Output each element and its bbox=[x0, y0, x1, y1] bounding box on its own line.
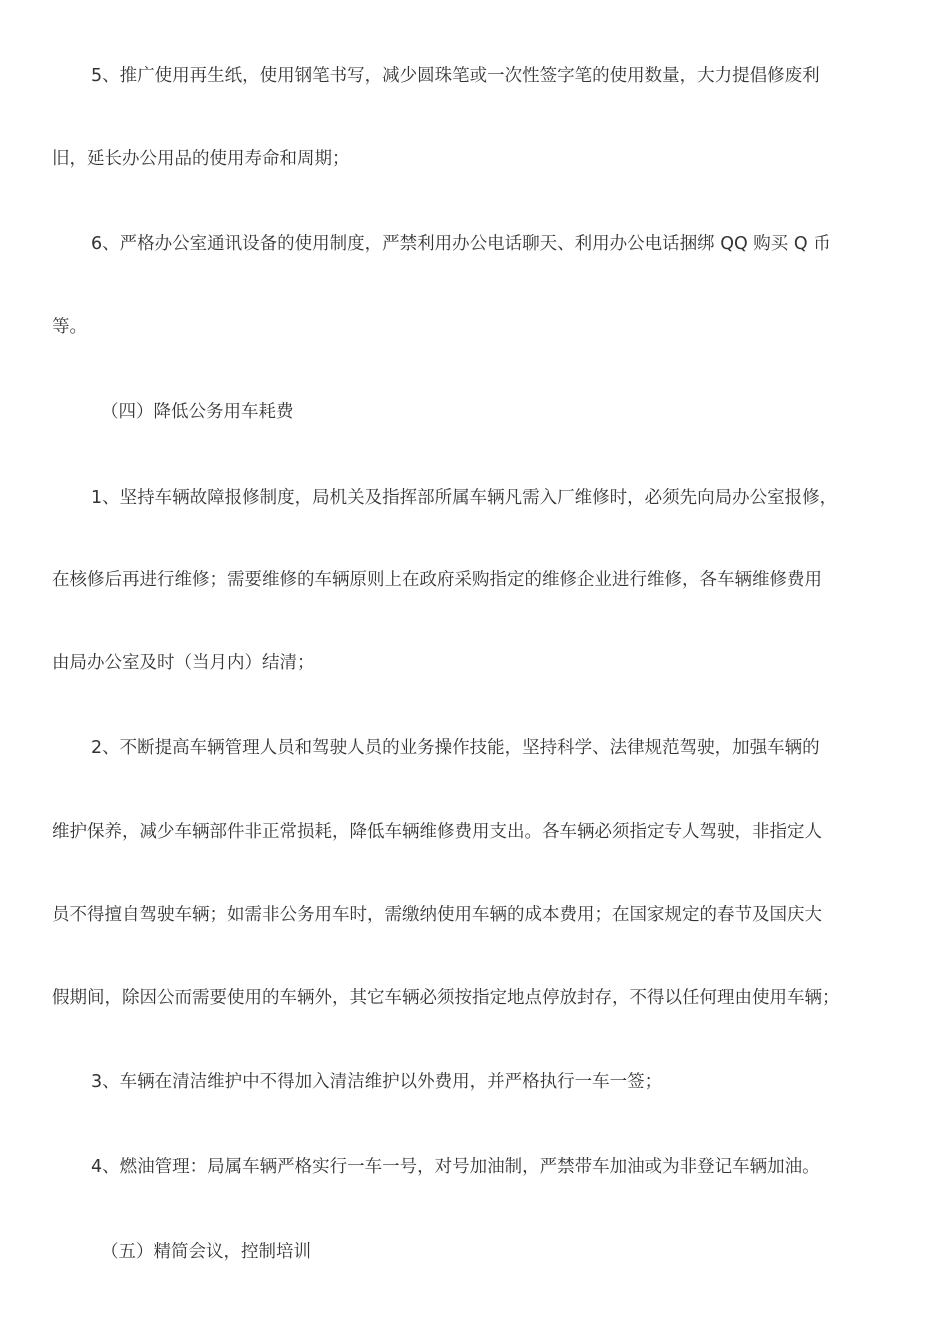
paragraph-6-line-2: 等。 bbox=[52, 317, 87, 337]
item-4-line-1: 4、燃油管理：局属车辆严格实行一车一号，对号加油制，严禁带车加油或为非登记车辆加油。 bbox=[91, 1157, 820, 1177]
section-heading-4: （四）降低公务用车耗费 bbox=[101, 402, 294, 422]
item-2-line-4: 假期间，除因公而需要使用的车辆外，其它车辆必须按指定地点停放封存，不得以任何理由使用车辆； bbox=[52, 988, 840, 1008]
paragraph-6-line-1: 6、严格办公室通讯设备的使用制度，严禁利用办公电话聊天、利用办公电话捆绑 QQ 购买 Q 币 bbox=[91, 234, 831, 254]
item-2-line-1: 2、不断提高车辆管理人员和驾驶人员的业务操作技能，坚持科学、法律规范驾驶，加强车辆的 bbox=[91, 738, 820, 758]
item-2-line-2: 维护保养，减少车辆部件非正常损耗，降低车辆维修费用支出。各车辆必须指定专人驾驶，非指定人 bbox=[52, 822, 822, 842]
item-3-line-1: 3、车辆在清洁维护中不得加入清洁维护以外费用，并严格执行一车一签； bbox=[91, 1072, 663, 1092]
paragraph-5-line-2: 旧，延长办公用品的使用寿命和周期； bbox=[52, 149, 350, 169]
item-1-line-1: 1、坚持车辆故障报修制度，局机关及指挥部所属车辆凡需入厂维修时，必须先向局办公室报修， bbox=[91, 488, 838, 508]
item-2-line-3: 员不得擅自驾驶车辆；如需非公务用车时，需缴纳使用车辆的成本费用；在国家规定的春节及国庆大 bbox=[52, 905, 822, 925]
section-heading-5: （五）精简会议，控制培训 bbox=[101, 1242, 311, 1262]
item-1-line-2: 在核修后再进行维修；需要维修的车辆原则上在政府采购指定的维修企业进行维修，各车辆维修费用 bbox=[52, 570, 822, 590]
item-1-line-3: 由局办公室及时（当月内）结清； bbox=[52, 653, 315, 673]
paragraph-5-line-1: 5、推广使用再生纸，使用钢笔书写，减少圆珠笔或一次性签字笔的使用数量，大力提倡修废利 bbox=[91, 66, 820, 86]
